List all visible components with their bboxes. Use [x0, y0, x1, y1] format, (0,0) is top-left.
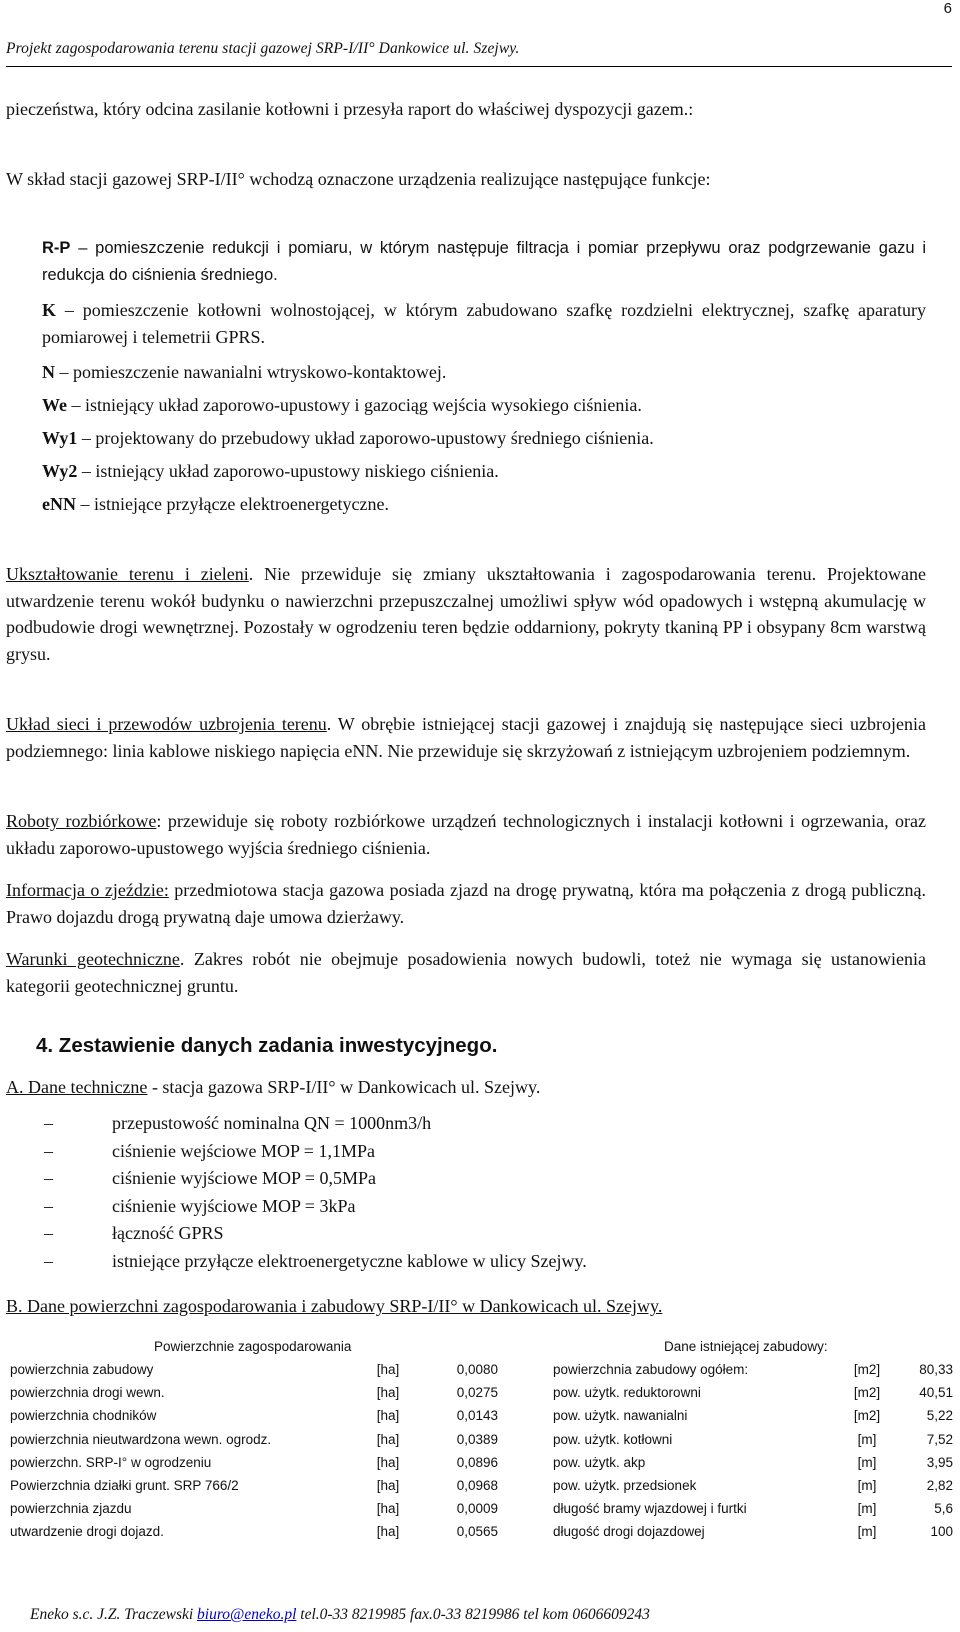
- item-code: We: [42, 395, 67, 415]
- table-row: [10, 1404, 498, 1427]
- cell-value: 100: [930, 1524, 953, 1540]
- item-text: – projektowany do przebudowy układ zaporowo-upustowy średniego ciśnienia.: [77, 428, 654, 448]
- item-k: [42, 297, 926, 350]
- item-n: [42, 359, 926, 386]
- cell-name: powierzchnia zjazdu: [10, 1501, 132, 1517]
- item-wy2: [42, 458, 926, 485]
- table-row: [553, 1451, 953, 1474]
- item-code: R-P: [42, 239, 71, 257]
- list-item-text: łączność GPRS: [112, 1223, 224, 1243]
- table-row: [553, 1404, 953, 1427]
- item-text: – pomieszczenie kotłowni wolnostojącej, w którym zabudowano szafkę rozdzielni elektrycznej, szafkę aparatury pomiarowej i telemetrii GPRS.: [42, 300, 926, 347]
- cell-unit: [m2]: [853, 1408, 881, 1424]
- cell-name: pow. użytk. akp: [553, 1454, 646, 1470]
- section-text: przedmiotowa stacja gazowa posiada zjazd na drogę prywatną, która ma połączenia z drogą publiczną. Prawo dojazdu drogą prywatną daje umowa dzierżawy.: [6, 880, 927, 927]
- table-row: [553, 1520, 953, 1543]
- cell-value: 0,0968: [456, 1478, 498, 1494]
- cell-unit: [m2]: [853, 1385, 881, 1401]
- cell-value: 2,82: [926, 1478, 953, 1494]
- cell-unit: [ha]: [376, 1431, 400, 1447]
- dash: –: [44, 1140, 53, 1161]
- table-row: [10, 1358, 498, 1381]
- list-item-text: ciśnienie wejściowe MOP = 1,1MPa: [112, 1140, 375, 1161]
- list-item-text: przepustowość nominalna QN = 1000nm3/h: [112, 1113, 432, 1133]
- cell-name: pow. użytk. nawanialni: [553, 1408, 688, 1424]
- cell-value: 0,0009: [456, 1501, 498, 1517]
- section-heading: Układ sieci i przewodów uzbrojenia terenu: [6, 714, 327, 734]
- section-text: . Zakres robót nie obejmuje posadowienia nowych budowli, toteż nie wymaga się ustanowienia kategorii geotechnicznej gruntu.: [6, 949, 926, 996]
- table-row: [10, 1451, 498, 1474]
- section-access: [6, 877, 926, 930]
- table-row: [10, 1381, 498, 1404]
- section-heading: Warunki geotechniczne: [6, 949, 180, 969]
- table-land-use: [10, 1358, 498, 1544]
- cell-name: powierzchnia chodników: [10, 1408, 157, 1424]
- cell-value: 5,6: [934, 1501, 953, 1517]
- part-a-heading: [6, 1074, 926, 1101]
- cell-value: 5,22: [926, 1408, 953, 1424]
- cell-unit: [ha]: [376, 1478, 400, 1494]
- cell-name: powierzchnia zabudowy ogółem:: [553, 1362, 749, 1378]
- item-code: Wy2: [42, 461, 78, 481]
- cell-unit: [ha]: [376, 1408, 400, 1424]
- section-terrain: [6, 561, 926, 667]
- cell-unit: [m]: [857, 1478, 877, 1494]
- part-a-rest: - stacja gazowa SRP-I/II° w Dankowicach ul. Szejwy.: [147, 1077, 541, 1097]
- cell-name: powierzchn. SRP-I° w ogrodzeniu: [10, 1454, 212, 1470]
- cell-unit: [ha]: [376, 1385, 400, 1401]
- cell-unit: [ha]: [376, 1362, 400, 1378]
- item-enn: [42, 491, 926, 518]
- cell-name: długość drogi dojazdowej: [553, 1524, 705, 1540]
- list-item: [44, 1165, 587, 1193]
- intro-paragraph: pieczeństwa, który odcina zasilanie kotłowni i przesyła raport do właściwej dyspozycji gazem.:: [6, 99, 694, 119]
- cell-unit: [m]: [857, 1524, 877, 1540]
- technical-data-list: [44, 1110, 587, 1275]
- list-item: [44, 1193, 587, 1221]
- cell-unit: [m]: [857, 1501, 877, 1517]
- list-item-text: ciśnienie wyjściowe MOP = 3kPa: [112, 1195, 356, 1216]
- section-demolition: [6, 808, 926, 861]
- section-text: : przewiduje się roboty rozbiórkowe urządzeń technologicznych i instalacji kotłowni i ogrzewania, oraz układu zaporowo-upustowego wyjścia średniego ciśnienia.: [6, 811, 926, 858]
- list-item: [44, 1138, 587, 1166]
- header-divider: [6, 66, 952, 67]
- table-buildings: [553, 1358, 953, 1544]
- footer-contact: tel.0-33 8219985 fax.0-33 8219986 tel kom 0606609243: [296, 1606, 650, 1623]
- table-row: [10, 1520, 498, 1543]
- cell-name: utwardzenie drogi dojazd.: [10, 1524, 164, 1540]
- footer-email-link[interactable]: biuro@eneko.pl: [197, 1606, 297, 1623]
- table-row: [553, 1381, 953, 1404]
- part-b-heading: B. Dane powierzchni zagospodarowania i zabudowy SRP-I/II° w Dankowicach ul. Szejwy.: [6, 1296, 663, 1316]
- cell-name: pow. użytk. kotłowni: [553, 1431, 673, 1447]
- dash: –: [44, 1113, 53, 1133]
- section-text: . W obrębie istniejącej stacji gazowej i znajdują się następujące sieci uzbrojenia podziemnego: linia kablowe niskiego napięcia eNN. Nie przewiduje się skrzyżowań z istniejącym uzbrojeniem podziemnym.: [6, 714, 926, 761]
- cell-name: powierzchnia drogi wewn.: [10, 1385, 165, 1401]
- item-code: Wy1: [42, 428, 78, 448]
- section-utilities: [6, 711, 926, 764]
- cell-unit: [m]: [857, 1431, 877, 1447]
- list-item: [44, 1110, 587, 1138]
- cell-unit: [m]: [857, 1454, 877, 1470]
- section-text: . Nie przewiduje się zmiany ukształtowania i zagospodarowania terenu. Projektowane utwardzenie terenu wokół budynku o nawierzchni przepuszczalnej umożliwi spływ wód opadowych i wstępną akumulację w podbudowie drogi wewnętrznej. Pozostały w ogrodzeniu teren będzie oddarniony, pokryty tkaniną PP i obsypany 8cm warstwą grysu.: [6, 564, 926, 664]
- table-row: [10, 1474, 498, 1497]
- item-text: – istniejący układ zaporowo-upustowy niskiego ciśnienia.: [77, 461, 499, 481]
- item-rp: [42, 235, 926, 288]
- section-heading: Ukształtowanie terenu i zieleni: [6, 564, 249, 584]
- cell-name: pow. użytk. reduktorowni: [553, 1385, 701, 1401]
- section-heading: Roboty rozbiórkowe: [6, 811, 157, 831]
- page-number: 6: [943, 0, 952, 17]
- cell-value: 3,95: [926, 1454, 953, 1470]
- composition-paragraph: W skład stacji gazowej SRP-I/II° wchodzą oznaczone urządzenia realizujące następujące funkcje:: [6, 169, 711, 189]
- cell-name: Powierzchnia działki grunt. SRP 766/2: [10, 1478, 239, 1494]
- cell-value: 7,52: [926, 1431, 953, 1447]
- table-row: [10, 1497, 498, 1520]
- dash: –: [44, 1168, 53, 1188]
- item-we: [42, 392, 926, 419]
- item-wy1: [42, 425, 926, 452]
- cell-value: 40,51: [919, 1385, 953, 1401]
- cell-unit: [ha]: [376, 1454, 400, 1470]
- item-text: – istniejące przyłącze elektroenergetyczne.: [76, 494, 389, 514]
- cell-name: powierzchnia zabudowy: [10, 1362, 154, 1378]
- section-heading: Informacja o zjeździe:: [6, 880, 169, 900]
- table-row: [10, 1428, 498, 1451]
- table-row: [553, 1497, 953, 1520]
- list-item: [44, 1248, 587, 1276]
- part-a-label: A. Dane techniczne: [6, 1077, 148, 1097]
- cell-value: 0,0389: [456, 1431, 498, 1447]
- page-footer: [30, 1606, 650, 1624]
- table-row: [553, 1358, 953, 1381]
- section-geotechnical: [6, 946, 926, 999]
- section-4-title: 4. Zestawienie danych zadania inwestycyjnego.: [36, 1034, 498, 1057]
- table-left-caption: Powierzchnie zagospodarowania: [154, 1339, 352, 1354]
- cell-unit: [ha]: [376, 1501, 400, 1517]
- cell-value: 0,0565: [456, 1524, 498, 1540]
- list-item: [44, 1220, 587, 1248]
- cell-name: długość bramy wjazdowej i furtki: [553, 1501, 747, 1517]
- cell-value: 0,0896: [456, 1454, 498, 1470]
- table-row: [553, 1428, 953, 1451]
- item-code: K: [42, 300, 57, 320]
- list-item-text: istniejące przyłącze elektroenergetyczne kablowe w ulicy Szejwy.: [112, 1250, 587, 1271]
- cell-unit: [ha]: [376, 1524, 400, 1540]
- item-text: – pomieszczenie nawanialni wtryskowo-kontaktowej.: [55, 362, 447, 382]
- table-right-caption: Dane istniejącej zabudowy:: [664, 1339, 828, 1354]
- item-text: – istniejący układ zaporowo-upustowy i gazociąg wejścia wysokiego ciśnienia.: [67, 395, 642, 415]
- cell-value: 0,0143: [456, 1408, 498, 1424]
- page-header: Projekt zagospodarowania terenu stacji gazowej SRP-I/II° Dankowice ul. Szejwy.: [6, 40, 520, 57]
- list-item-text: ciśnienie wyjściowe MOP = 0,5MPa: [112, 1168, 376, 1188]
- item-code: N: [42, 362, 55, 382]
- cell-value: 80,33: [919, 1362, 953, 1378]
- cell-name: pow. użytk. przedsionek: [553, 1478, 697, 1494]
- table-row: [553, 1474, 953, 1497]
- footer-company: Eneko s.c. J.Z. Traczewski: [30, 1606, 198, 1623]
- dash: –: [44, 1195, 53, 1216]
- cell-name: powierzchnia nieutwardzona wewn. ogrodz.: [10, 1431, 272, 1447]
- dash: –: [44, 1223, 53, 1243]
- cell-value: 0,0275: [456, 1385, 498, 1401]
- item-text: – pomieszczenie redukcji i pomiaru, w którym następuje filtracja i pomiar przepływu oraz podgrzewanie gazu i redukcja do ciśnienia średniego.: [42, 239, 926, 284]
- cell-unit: [m2]: [853, 1362, 881, 1378]
- item-code: eNN: [42, 494, 76, 514]
- cell-value: 0,0080: [456, 1362, 498, 1378]
- dash: –: [44, 1250, 53, 1271]
